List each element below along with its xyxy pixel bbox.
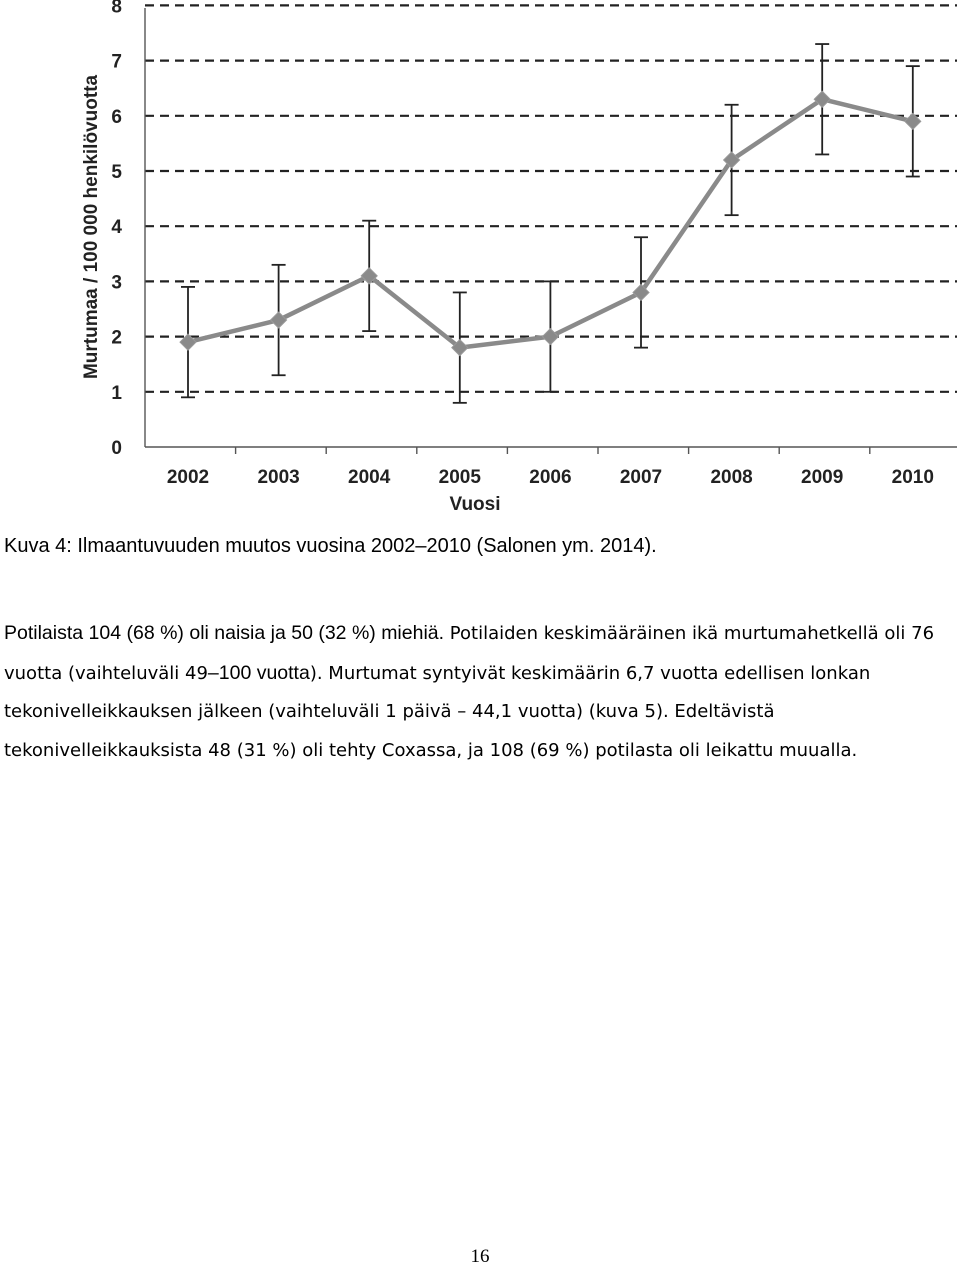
paragraph-run-4: ). Murtumat syntyivät keskimäärin 6,7 vuotta edellisen lonkan tekonivelleikkauksen jälkeen (vaihteluväli 1 päivä – 44,1 vuotta) (kuva 5). Edeltävistä tekonivelleikkauksista 48 (31 %) oli tehty Coxassa, ja 108 (69 %) potilasta oli leikattu muualla. [4,662,871,761]
body-paragraph [4,614,954,770]
y-tick-label: 8 [111,0,122,18]
error-bars [181,44,920,403]
y-tick-label: 0 [111,438,122,459]
data-point [542,329,558,345]
paragraph-run-3: –100 vuotta [207,661,310,684]
y-tick-label: 5 [111,162,122,183]
y-tick-label: 3 [111,272,122,294]
x-tick-label: 2008 [710,467,753,488]
y-tick-label: 1 [111,382,122,404]
y-tick-label: 4 [111,217,122,239]
x-tick-label: 2009 [801,467,844,488]
y-axis-label: Murtumaa / 100 000 henkilövuotta [81,74,102,380]
data-point [271,312,287,328]
y-tick-label: 6 [111,106,122,128]
figure-caption: Kuva 4: Ilmaantuvuuden muutos vuosina 2002–2010 (Salonen ym. 2014). [4,535,657,557]
paragraph-run-2: Potilaiden keskimääräinen ikä murtumahetkellä oli 76 vuotta (vaihteluväli 49 [4,623,935,684]
x-tick-label: 2006 [529,467,572,488]
y-tick-labels [111,0,122,459]
x-tick-label: 2003 [257,467,300,488]
x-tick-label: 2005 [438,467,481,488]
incidence-chart [0,0,960,520]
x-tick-label: 2004 [348,467,391,488]
page-number: 16 [470,1246,490,1267]
y-tick-label: 7 [111,51,122,73]
paragraph-run-1: Potilaista 104 (68 %) oli naisia ja 50 (32 %) miehiä. [4,622,445,644]
x-tick-label: 2007 [619,467,663,488]
x-tick-label: 2010 [891,467,934,488]
x-tick-labels [167,467,934,488]
y-tick-label: 2 [111,327,122,349]
x-tick-label: 2002 [166,467,210,488]
x-axis-label: Vuosi [449,494,501,515]
